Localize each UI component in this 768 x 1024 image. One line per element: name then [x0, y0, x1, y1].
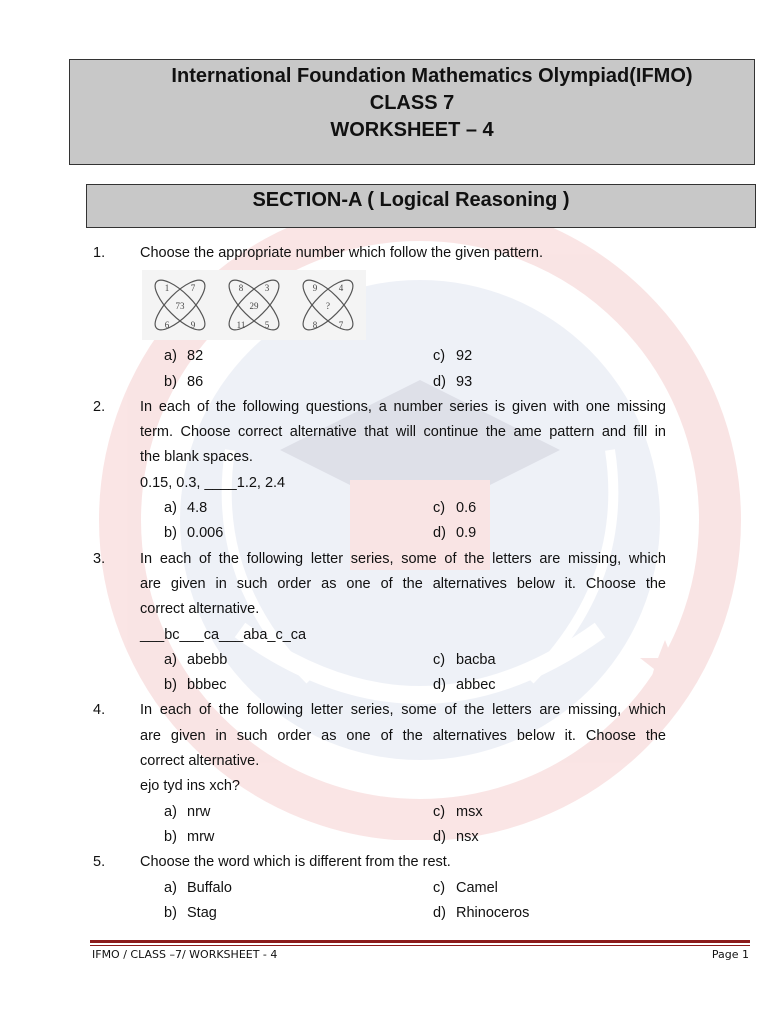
question-3-options-row-2 [0, 673, 768, 698]
question-3-line-2 [0, 572, 768, 597]
option-d[interactable]: d) 93 [433, 373, 473, 390]
pattern-number: 29 [249, 301, 259, 312]
option-a[interactable]: a) Buffalo [164, 879, 232, 896]
question-text: correct alternative. [140, 601, 260, 618]
question-series: 0.15, 0.3, ____1.2, 2.4 [140, 474, 286, 491]
question-text: correct alternative. [140, 753, 260, 770]
pattern-number: 8 [238, 283, 244, 294]
pattern-number: 9 [312, 283, 318, 294]
worksheet-title: WORKSHEET – 4 [330, 119, 494, 141]
option-c[interactable]: c) 92 [433, 348, 473, 365]
question-4-options-row-2 [0, 825, 768, 850]
pattern-number: 6 [164, 320, 170, 331]
pattern-number: 8 [312, 320, 318, 331]
option-c[interactable]: c) msx [433, 803, 483, 820]
question-text: are given in such order as one of the alternatives below it. Choose the [140, 727, 666, 744]
title-box [69, 59, 755, 165]
pattern-number: 73 [175, 301, 185, 312]
pattern-number: 1 [164, 283, 170, 294]
question-4-line-3 [0, 749, 768, 774]
option-d[interactable]: d) Rhinoceros [433, 904, 530, 921]
olympiad-title: International Foundation Mathematics Olympiad(IFMO) [171, 65, 693, 87]
question-3-line-3 [0, 597, 768, 622]
question-2-options-row-1 [0, 496, 768, 521]
question-4-line-2 [0, 724, 768, 749]
option-b[interactable]: b) 86 [164, 373, 204, 390]
footer-divider [90, 940, 750, 946]
pattern-number: 7 [190, 283, 196, 294]
option-d[interactable]: d) nsx [433, 828, 479, 845]
option-d[interactable]: d) 0.9 [433, 525, 477, 542]
question-series: ejo tyd ins xch? [140, 778, 240, 795]
question-4-options-row-1 [0, 800, 768, 825]
option-c[interactable]: c) bacba [433, 651, 496, 668]
section-header [86, 184, 756, 228]
page-number: Page 1 [711, 948, 749, 961]
question-5-options-row-1 [0, 876, 768, 901]
pattern-number: 7 [338, 320, 344, 331]
pattern-figure-image [142, 270, 366, 340]
option-b[interactable]: b) mrw [164, 828, 215, 845]
footer-label: IFMO / CLASS –7/ WORKSHEET - 4 [92, 948, 278, 961]
pattern-number: 9 [190, 320, 196, 331]
question-number: 5. [93, 854, 106, 871]
pattern-number: 4 [338, 283, 344, 294]
question-1-line-1 [0, 241, 768, 266]
question-3-line-4 [0, 623, 768, 648]
question-text: In each of the following letter series, some of the letters are missing, which [140, 550, 666, 567]
pattern-figure [0, 266, 768, 344]
question-4-line-1 [0, 698, 768, 723]
question-text: the blank spaces. [140, 449, 253, 466]
question-text: are given in such order as one of the alternatives below it. Choose the [140, 575, 666, 592]
question-text: term. Choose correct alternative that will continue the ame pattern and fill in [140, 424, 666, 441]
question-2-options-row-2 [0, 521, 768, 546]
question-text: In each of the following letter series, some of the letters are missing, which [140, 702, 666, 719]
option-b[interactable]: b) 0.006 [164, 525, 224, 542]
option-c[interactable]: c) 0.6 [433, 500, 477, 517]
question-5-line-1 [0, 850, 768, 875]
question-1-options-row-1 [0, 344, 768, 369]
question-2-line-1 [0, 395, 768, 420]
pattern-number: 11 [236, 320, 246, 331]
question-number: 3. [93, 550, 106, 567]
option-a[interactable]: a) 4.8 [164, 500, 208, 517]
class-title: CLASS 7 [369, 92, 455, 114]
question-text: In each of the following questions, a number series is given with one missing [140, 398, 666, 415]
question-2-line-2 [0, 420, 768, 445]
pattern-number: 5 [264, 320, 270, 331]
question-2-line-3 [0, 445, 768, 470]
option-c[interactable]: c) Camel [433, 879, 498, 896]
question-3-line-1 [0, 547, 768, 572]
option-b[interactable]: b) bbbec [164, 677, 227, 694]
question-5-options-row-2 [0, 901, 768, 926]
worksheet-content [0, 241, 768, 926]
option-a[interactable]: a) nrw [164, 803, 211, 820]
question-4-line-4 [0, 774, 768, 799]
option-d[interactable]: d) abbec [433, 677, 496, 694]
option-a[interactable]: a) 82 [164, 348, 204, 365]
pattern-number: ? [326, 301, 330, 312]
question-text: Choose the appropriate number which follow the given pattern. [140, 245, 544, 261]
option-b[interactable]: b) Stag [164, 904, 217, 921]
question-text: Choose the word which is different from the rest. [140, 854, 451, 871]
section-title: SECTION-A ( Logical Reasoning ) [252, 189, 570, 211]
question-3-options-row-1 [0, 648, 768, 673]
pattern-number: 3 [264, 283, 270, 294]
question-number: 2. [93, 398, 106, 415]
question-number: 1. [93, 245, 106, 261]
option-a[interactable]: a) abebb [164, 651, 228, 668]
question-2-line-4 [0, 471, 768, 496]
question-1-options-row-2 [0, 370, 768, 395]
question-series: ___bc___ca___aba_c_ca [140, 626, 307, 643]
question-number: 4. [93, 702, 106, 719]
